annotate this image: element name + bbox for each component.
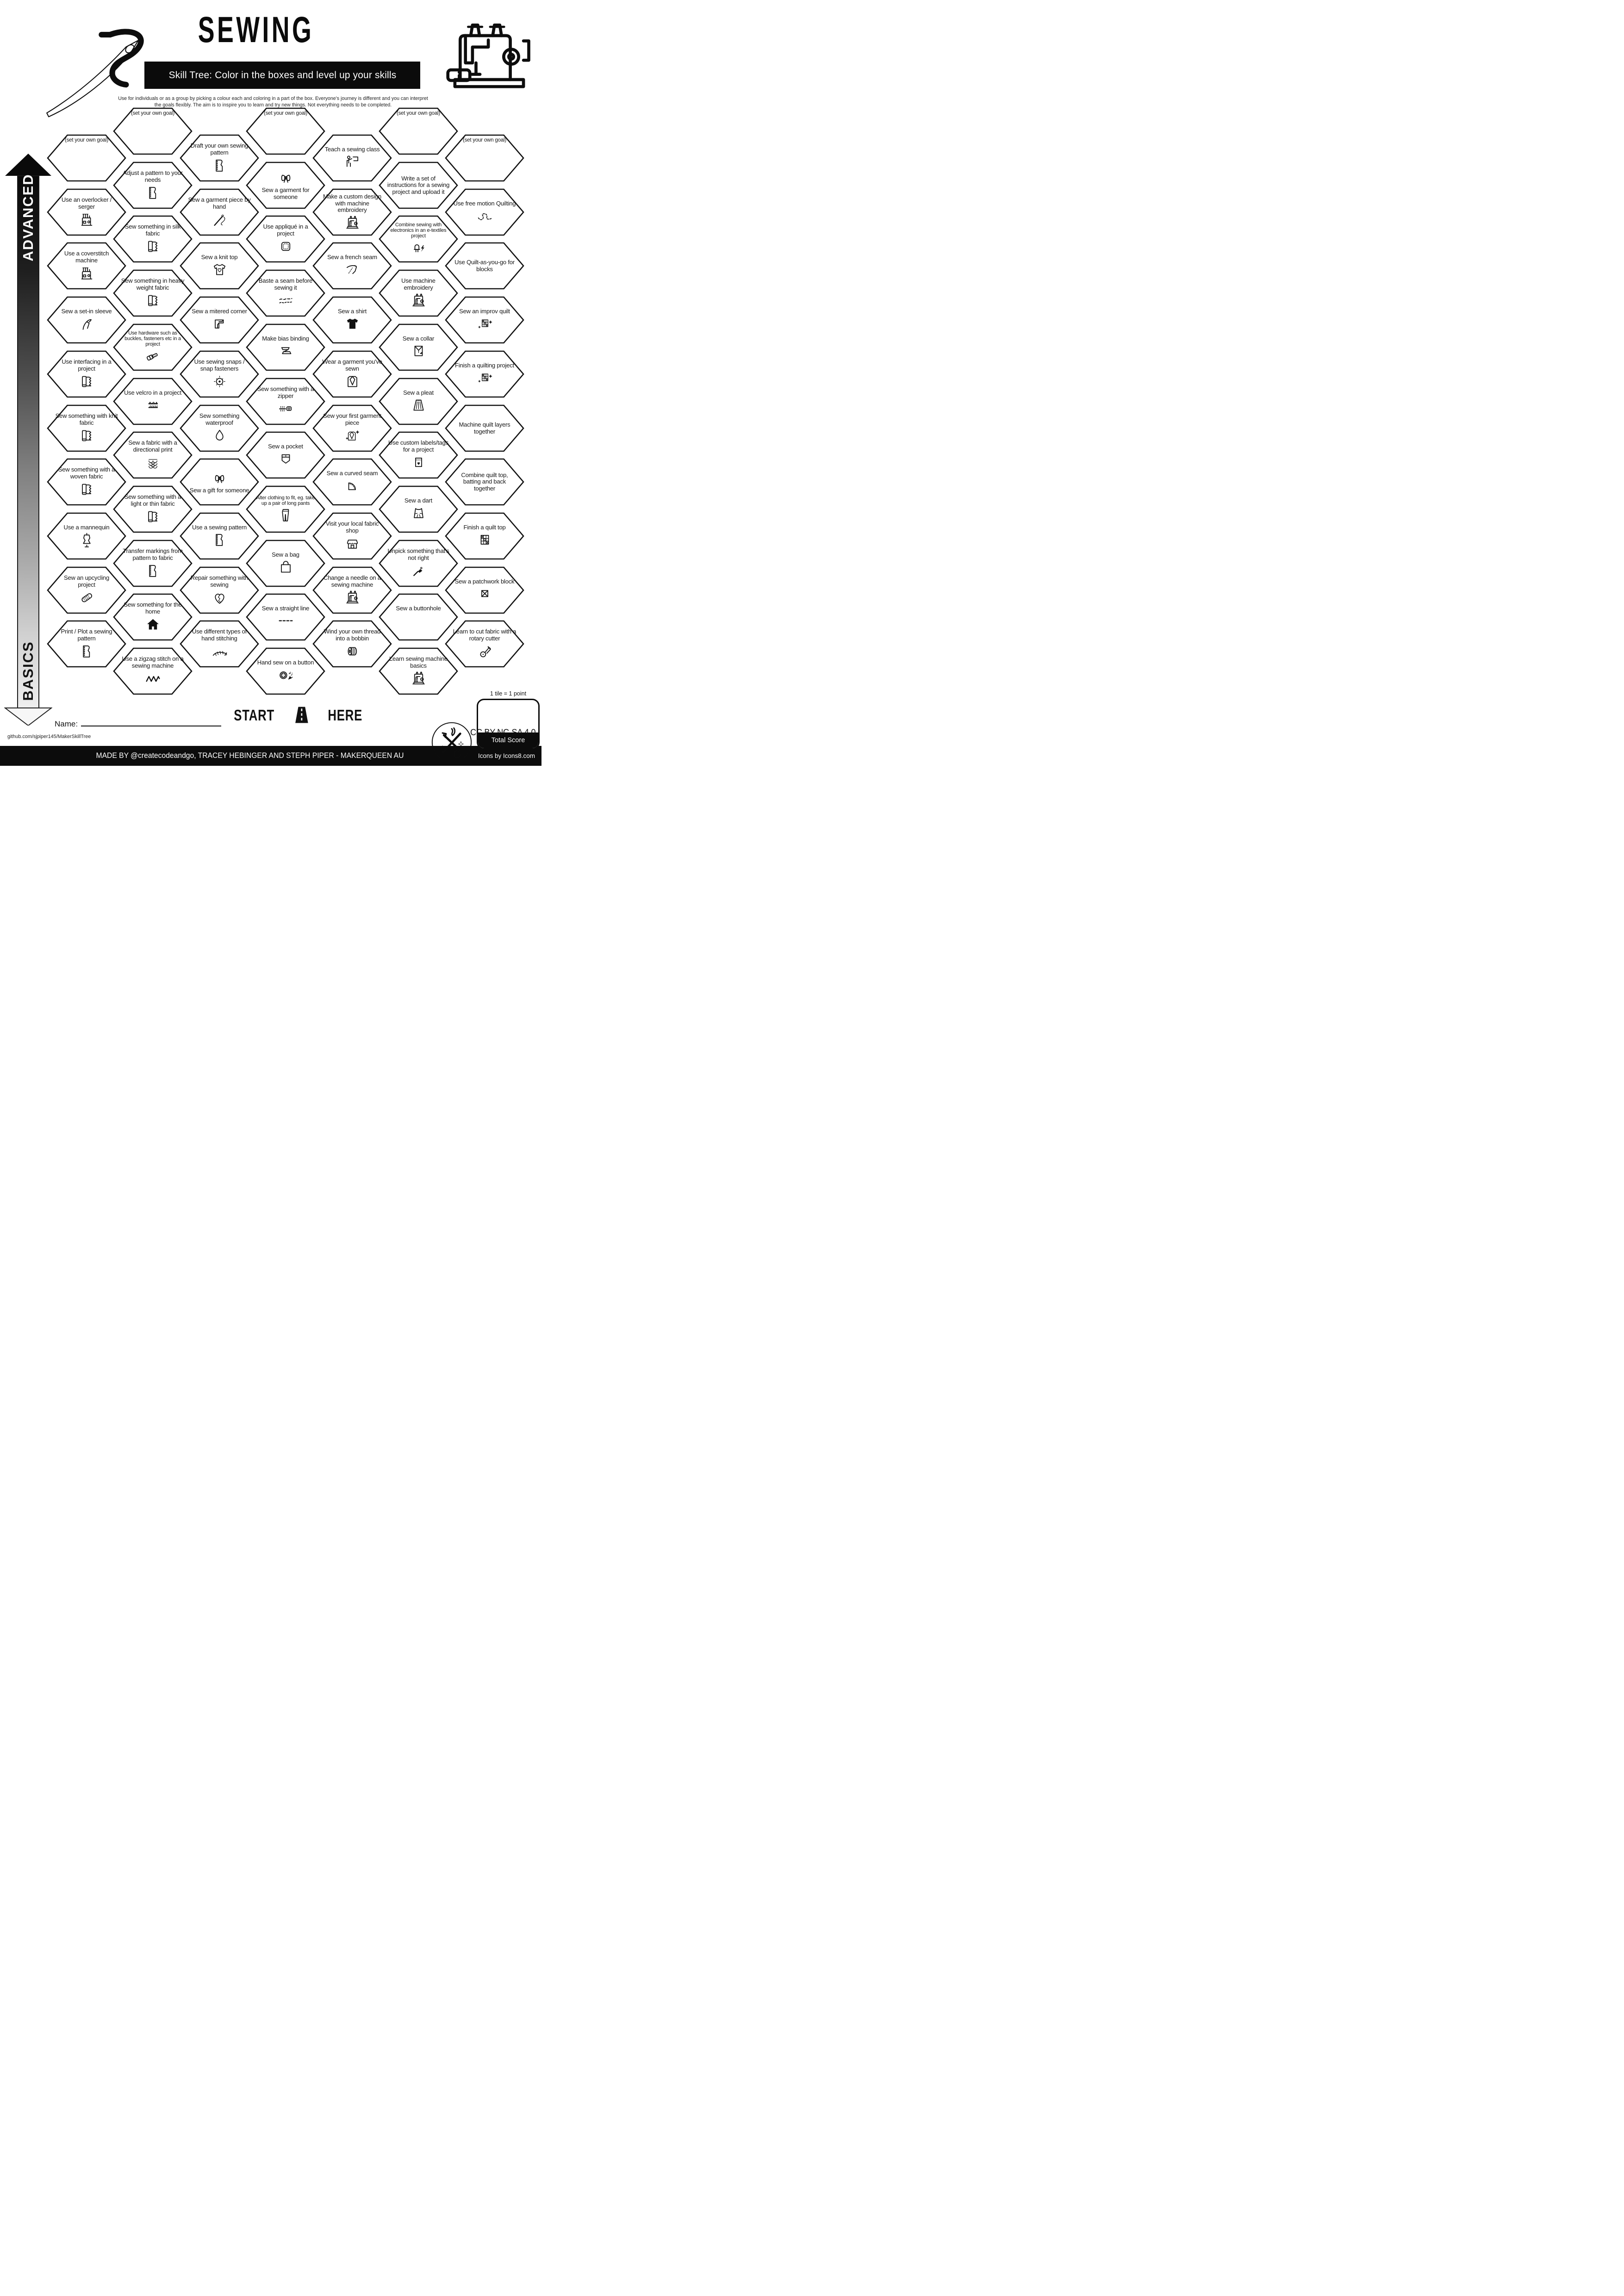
skill-label: Sew an improv quilt [459, 307, 510, 315]
sewing-machine-icon [411, 292, 427, 309]
skill-label: Machine quilt layers together [459, 421, 510, 435]
skill-label: Sew something with a woven fabric [58, 466, 115, 480]
tshirt-icon [212, 261, 228, 278]
skill-label: Use machine embroidery [401, 277, 436, 291]
skill-label: Sew a buttonhole [396, 604, 441, 612]
basics-label: BASICS [20, 641, 36, 701]
fabric-bolt-icon [79, 373, 95, 390]
skill-label: Use velcro in a project [124, 389, 181, 396]
shop-icon [344, 535, 361, 552]
velcro-icon [145, 397, 161, 413]
advanced-label: ADVANCED [20, 174, 36, 261]
mannequin-icon [79, 532, 95, 548]
skill-label: Use a coverstitch machine [64, 250, 109, 264]
label-tag-icon [411, 454, 427, 471]
skill-label: Combine sewing with electronics in an e-textiles project [390, 222, 447, 239]
description-text: Use for individuals or as a group by picking a colour each and coloring in a part of the box. Everyone's journey is different and you can interpret the goals flexibly. The aim is to inspire you to learn and try new things. Not everything needs to be completed. [118, 96, 428, 108]
total-score-box[interactable] [477, 699, 540, 750]
skill-label: Learn sewing machine basics [389, 655, 448, 669]
fabric-bolt-icon [79, 428, 95, 444]
teacher-icon [344, 154, 361, 170]
basting-icon [278, 292, 294, 309]
skill-tile-finish-a-quilting-project[interactable] [445, 350, 524, 398]
skill-label: Use hardware such as buckles, fasteners etc in a project [124, 330, 181, 348]
skill-label: Sew a fabric with a directional print [128, 439, 177, 453]
skill-label: Unpick something that's not right [387, 547, 449, 561]
pants-icon [278, 507, 294, 523]
skill-label: Sew a gift for someone [189, 486, 249, 494]
skill-tile-use-free-motion-quilting[interactable] [445, 188, 524, 236]
pocket-icon [278, 451, 294, 467]
total-score-label: Total Score [478, 732, 538, 748]
zigzag-icon [145, 670, 161, 687]
hand-needle-icon [212, 211, 228, 228]
skill-label: Use interfacing in a project [62, 358, 112, 372]
skill-label: Finish a quilt top [463, 523, 506, 531]
skill-tile-sew-a-patchwork-block[interactable] [445, 566, 524, 614]
source-url: github.com/sjpiper145/MakerSkillTree [7, 734, 91, 739]
start-label: START [234, 707, 275, 724]
skill-label: Adjust a pattern to your needs [123, 169, 183, 183]
skill-label: Sew a collar [402, 335, 435, 342]
skill-label: Hand sew on a button [257, 658, 314, 666]
skill-label: (set your own goal) [397, 111, 440, 116]
skill-tile-combine-quilt-top-batting-and-back-together[interactable] [445, 458, 524, 506]
bias-binding-icon [278, 343, 294, 359]
skill-tile-use-quilt-as-you-go-for-blocks[interactable] [445, 242, 524, 290]
skill-tile-sew-an-improv-quilt[interactable] [445, 296, 524, 344]
skill-label: Use an overlocker / serger [61, 196, 112, 210]
skill-label: Make a custom design with machine embroidery [323, 193, 382, 214]
french-seam-icon [344, 261, 361, 278]
skill-label: Sew a patchwork block [454, 577, 515, 585]
skill-label: Sew something waterproof [199, 412, 240, 426]
credit-text: MADE BY @createcodeandgo, TRACEY HEBINGER AND STEPH PIPER - MAKERQUEEN AU [96, 751, 404, 760]
skill-label: Sew something for the home [124, 601, 182, 615]
skill-label: Sew something in silk fabric [124, 223, 181, 237]
collar-icon [411, 343, 427, 359]
pattern-piece-icon [212, 157, 228, 174]
sewing-machine-icon [344, 215, 361, 231]
house-icon [145, 616, 161, 633]
skill-label: Use a sewing pattern [192, 523, 247, 531]
quilt-block-icon [477, 532, 493, 548]
skill-label: Finish a quilting project [455, 361, 514, 369]
pattern-piece-icon [145, 563, 161, 579]
pattern-piece-icon [145, 185, 161, 201]
rotary-cutter-icon [477, 643, 493, 659]
skill-label: Repair something with sewing [190, 574, 249, 588]
skill-label: Sew your first garment piece [323, 412, 381, 426]
led-bolt-icon [411, 240, 427, 256]
skill-label: Sew something with a light or thin fabric [124, 493, 181, 507]
jacket-icon [344, 373, 361, 390]
icons-credit: Icons by Icons8.com [478, 752, 535, 759]
skill-label: Sew a garment piece by hand [188, 196, 251, 210]
skill-label: Use appliqué in a project [263, 223, 308, 237]
pattern-piece-icon [79, 643, 95, 659]
skill-label: Sew a knit top [201, 253, 238, 261]
subtitle-text: Skill Tree: Color in the boxes and level up your skills [168, 69, 396, 81]
skill-label: Visit your local fabric shop [325, 520, 379, 534]
page-title: SEWING [198, 9, 314, 50]
mended-heart-icon [212, 590, 228, 606]
patchwork-x-icon [477, 586, 493, 602]
makerqueen-logo [430, 721, 473, 763]
skill-label: Use Quilt-as-you-go for blocks [454, 258, 515, 273]
curved-seam-icon [344, 478, 361, 494]
skill-label: Sew a mitered corner [192, 307, 247, 315]
skill-label: (set your own goal) [65, 137, 108, 143]
skill-label: Sew a straight line [261, 604, 310, 612]
tshirt-solid-icon [344, 316, 361, 332]
skill-label: Combine quilt top, batting and back together [461, 471, 508, 492]
skill-label: Alter clothing to fit, eg. take up a pair of long pants [256, 495, 315, 506]
skill-label: Draft your own sewing pattern [190, 142, 249, 156]
skill-label: Use free motion Quilting [453, 199, 516, 207]
sewing-machine-icon [344, 590, 361, 606]
skill-label: Sew a bag [272, 551, 299, 558]
hand-stitches-icon [212, 643, 228, 659]
scale-print-icon [145, 454, 161, 471]
here-label: HERE [327, 707, 362, 724]
dashed-line-icon [278, 613, 294, 629]
skill-label: Sew a shirt [337, 307, 367, 315]
pattern-piece-icon [212, 532, 228, 548]
snap-icon [212, 373, 228, 390]
name-input-line[interactable] [81, 717, 221, 726]
fabric-bolt-icon [145, 292, 161, 309]
pleated-skirt-icon [411, 397, 427, 413]
zipper-icon [278, 401, 294, 417]
buckle-icon [145, 348, 161, 364]
skill-label: Write a set of instructions for a sewing project and upload it [387, 174, 450, 195]
fabric-bolt-icon [145, 509, 161, 525]
skill-label: Use sewing snaps / snap fasteners [194, 358, 245, 372]
patch-icon [79, 590, 95, 606]
skill-label: Teach a sewing class [324, 145, 380, 153]
bag-icon [278, 559, 294, 575]
name-field [55, 717, 221, 729]
skill-grid [0, 0, 541, 766]
skill-tile-learn-to-cut-fabric-with-a-rotary-cutter[interactable] [445, 620, 524, 668]
dart-bodice-icon [411, 505, 427, 521]
start-here [228, 705, 367, 726]
skill-label: (set your own goal) [131, 111, 174, 116]
skill-label: (set your own goal) [264, 111, 307, 116]
free-motion-stitch-icon [477, 208, 493, 224]
skill-label: Use a mannequin [63, 523, 110, 531]
skill-label: Sew a french seam [327, 253, 377, 261]
skill-label: Use custom labels/tags for a project [388, 439, 448, 453]
skill-label: Make bias binding [262, 335, 309, 342]
fabric-bolt-icon [145, 238, 161, 254]
overlocker-icon [79, 265, 95, 281]
skill-label: Learn to cut fabric with a rotary cutter [453, 628, 516, 642]
droplet-icon [212, 428, 228, 444]
tile-points-label: 1 tile = 1 point [490, 690, 527, 697]
skill-label: Sew a curved seam [326, 469, 378, 477]
seam-ripper-icon [411, 563, 427, 579]
bobbin-icon [344, 643, 361, 659]
skill-label: Sew a set-in sleeve [61, 307, 112, 315]
name-label: Name: [55, 720, 78, 728]
skill-label: Sew something with a zipper [257, 385, 314, 399]
button-party-icon [278, 667, 294, 683]
skill-label: Use different types of hand stitching [192, 628, 247, 642]
road-icon [286, 705, 317, 726]
skill-label: Use a zigzag stitch on a sewing machine [122, 655, 184, 669]
skill-label: Wear a garment you've sewn [322, 358, 382, 372]
license-text: CC BY-NC-SA 4.0 [470, 727, 536, 738]
skill-label: Baste a seam before sewing it [258, 277, 313, 291]
bow-icon [212, 470, 228, 486]
sleeve-icon [79, 316, 95, 332]
skill-label: Sew a pleat [403, 389, 434, 396]
jacket-sparkles-icon [344, 428, 361, 444]
skill-tile-machine-quilt-layers-together[interactable] [445, 404, 524, 452]
skill-tile-set-your-own-goal[interactable] [445, 134, 524, 182]
overlocker-icon [79, 211, 95, 228]
skill-label: Sew something with knit fabric [55, 412, 118, 426]
skill-label: Sew an upcycling project [64, 574, 109, 588]
skill-tile-finish-a-quilt-top[interactable] [445, 512, 524, 560]
skill-label: Change a needle on a sewing machine [324, 574, 381, 588]
skill-label: Wind your own thread into a bobbin [324, 628, 381, 642]
skill-label: Sew a pocket [268, 442, 303, 450]
skill-label: Sew something in heavy weight fabric [121, 277, 185, 291]
sewing-machine-icon [411, 670, 427, 687]
quilt-sparkles-icon [477, 316, 493, 332]
mitered-corner-icon [212, 316, 228, 332]
skill-label: (set your own goal) [463, 137, 506, 143]
applique-icon [278, 238, 294, 254]
skill-label: Transfer markings from pattern to fabric [123, 547, 183, 561]
skill-label: Print / Plot a sewing pattern [61, 628, 112, 642]
skill-label: Sew a garment for someone [261, 186, 310, 200]
button-icon [411, 613, 427, 629]
fabric-bolt-icon [79, 481, 95, 497]
bow-icon [278, 170, 294, 186]
quilt-sparkles-icon [477, 370, 493, 386]
skill-label: Sew a dart [404, 496, 433, 504]
